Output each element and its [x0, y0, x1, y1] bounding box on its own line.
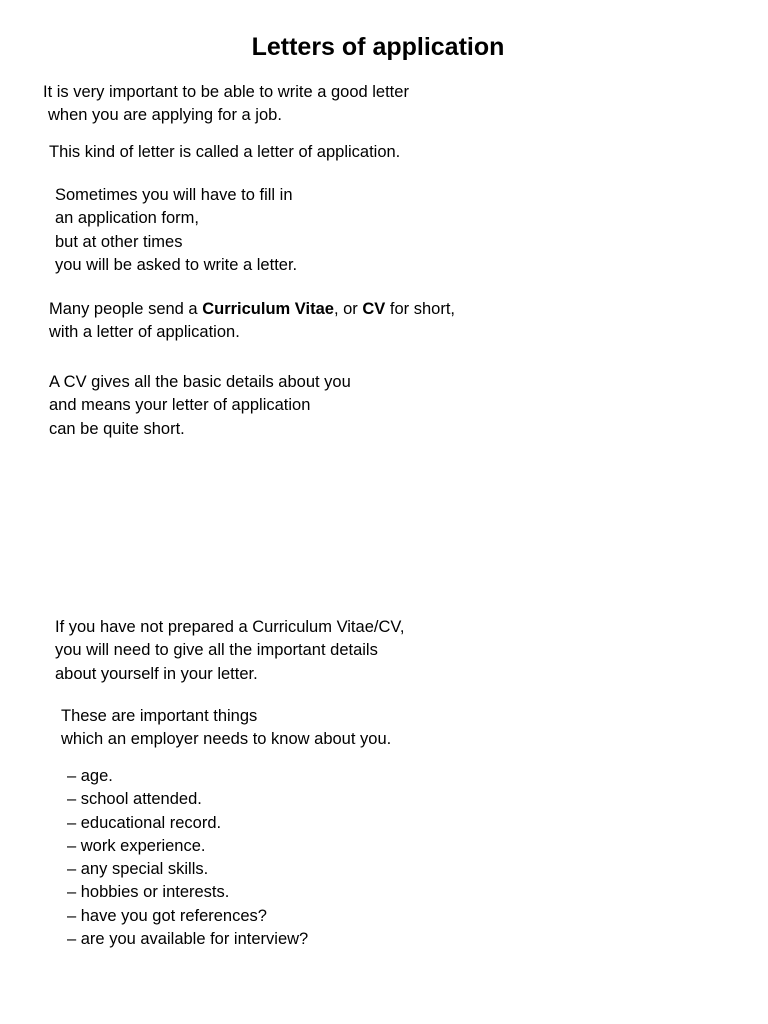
cv-intro-line-2: with a letter of application. — [49, 323, 240, 342]
list-item: – hobbies or interests. — [67, 883, 230, 902]
list-item: – have you got references? — [67, 906, 267, 925]
list-item: – are you available for interview? — [67, 930, 309, 949]
sometimes-line-1: Sometimes you will have to fill in — [55, 186, 293, 204]
cv-gives-line-1: A CV gives all the basic details about you — [49, 373, 351, 391]
cv-intro-line-1 — [49, 298, 455, 321]
requirements-list — [67, 765, 308, 951]
important-paragraph — [61, 705, 391, 752]
cv-intro-pre: Many people send a — [49, 300, 203, 318]
list-item: – work experience. — [67, 836, 206, 855]
cv-intro-paragraph — [49, 298, 455, 345]
sometimes-paragraph — [55, 184, 297, 277]
kind-line: This kind of letter is called a letter of application. — [49, 143, 401, 161]
intro-line-2: when you are applying for a job. — [48, 106, 282, 125]
cv-abbreviation: CV — [362, 300, 386, 318]
important-line-1: These are important things — [61, 707, 258, 725]
sometimes-line-4: you will be asked to write a letter. — [55, 255, 298, 274]
requirements-list-container — [67, 765, 308, 951]
cv-gives-line-2: and means your letter of application — [49, 396, 311, 415]
list-item: – any special skills. — [67, 860, 209, 879]
intro-paragraph — [43, 81, 409, 128]
important-line-2: which an employer needs to know about you. — [61, 730, 392, 749]
page-title: Letters of application — [251, 33, 505, 61]
cv-intro-post: for short, — [385, 300, 455, 318]
kind-paragraph — [49, 141, 400, 164]
not-prepared-paragraph — [55, 616, 404, 686]
list-item: – school attended. — [67, 790, 202, 809]
cv-intro-mid: , or — [333, 300, 363, 318]
list-item: – age. — [67, 767, 113, 785]
not-prepared-line-2: you will need to give all the important details — [55, 641, 378, 660]
sometimes-line-3: but at other times — [55, 232, 183, 251]
cv-gives-line-3: can be quite short. — [49, 419, 185, 438]
intro-line-1: It is very important to be able to write a good letter — [43, 83, 409, 101]
list-item: – educational record. — [67, 813, 222, 832]
curriculum-vitae-term: Curriculum Vitae — [202, 300, 334, 318]
sometimes-line-2: an application form, — [55, 209, 199, 228]
not-prepared-line-1: If you have not prepared a Curriculum Vitae/CV, — [55, 618, 405, 636]
not-prepared-line-3: about yourself in your letter. — [55, 664, 258, 683]
cv-gives-paragraph — [49, 371, 351, 441]
